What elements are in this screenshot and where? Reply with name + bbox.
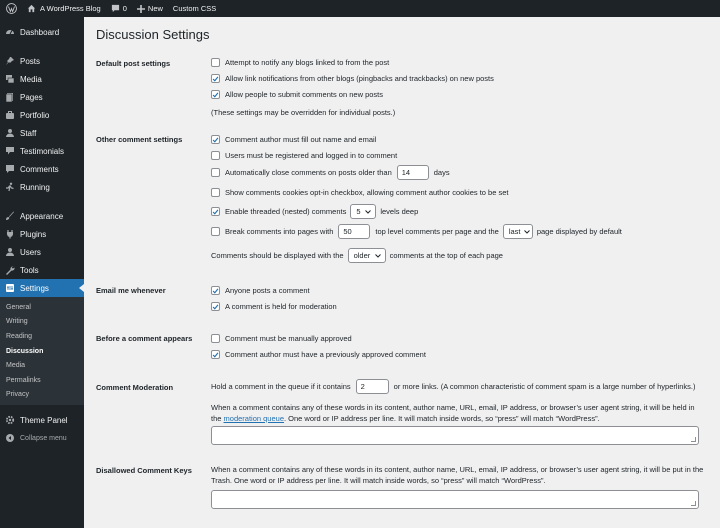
sidebar-item-label: Theme Panel	[20, 415, 68, 425]
sidebar-item-running[interactable]	[0, 178, 84, 196]
comment-count: 0	[122, 4, 127, 13]
comments-link[interactable]	[106, 0, 132, 17]
sidebar-item-users[interactable]	[0, 243, 84, 261]
comment-bubble-icon	[111, 4, 120, 13]
checkbox-checked[interactable]	[211, 90, 220, 99]
moderation-link-threshold	[211, 379, 695, 394]
option-label: Allow people to submit comments on new posts	[225, 90, 383, 99]
moderation-description	[211, 403, 707, 424]
option-auto-close[interactable]	[211, 165, 450, 180]
running-icon	[5, 182, 15, 192]
other-comment-settings-label: Other comment settings	[96, 135, 183, 144]
sidebar-item-posts[interactable]	[0, 52, 84, 70]
option-label: Attempt to notify any blogs linked to from the post	[225, 58, 390, 67]
option-notify-blogs[interactable]	[211, 58, 389, 67]
checkbox-unchecked[interactable]	[211, 58, 220, 67]
select-value: 5	[356, 207, 361, 216]
plus-icon	[137, 5, 145, 13]
chevron-down-icon	[371, 254, 381, 258]
sidebar-item-label: Plugins	[20, 229, 47, 239]
collapse-arrow-icon	[5, 433, 15, 443]
site-name-text: A WordPress Blog	[40, 4, 101, 13]
moderation-desc-text: When a comment contains any of these words in its content, author name, URL, email, IP address, or browser’s user agent string, it will be held in the	[211, 403, 695, 423]
sidebar-item-staff[interactable]	[0, 124, 84, 142]
page-icon	[5, 92, 15, 102]
sidebar-item-label: Tools	[20, 265, 39, 275]
sidebar-item-label: Pages	[20, 92, 43, 102]
hold-label-suffix: or more links. (A common characteristic of comment spam is a large number of hyperlinks.)	[393, 382, 696, 391]
option-allow-pingbacks[interactable]	[211, 74, 494, 83]
option-threaded-comments[interactable]	[211, 204, 418, 219]
pin-icon	[5, 56, 15, 66]
sidebar-item-label: Running	[20, 182, 50, 192]
option-label-suffix: days	[433, 168, 450, 177]
users-icon	[5, 247, 15, 257]
option-label: Automatically close comments on posts older than	[225, 168, 392, 177]
option-cookies-opt-in[interactable]	[211, 188, 508, 197]
sidebar-item-theme-panel[interactable]	[0, 411, 84, 429]
wrench-icon	[5, 265, 15, 275]
option-label: Users must be registered and logged in to comment	[225, 151, 398, 160]
sidebar-item-label: Comments	[20, 164, 59, 174]
comment-order-select[interactable]	[348, 248, 386, 263]
submenu-item-permalinks[interactable]: Permalinks	[6, 376, 41, 384]
option-label: A comment is held for moderation	[225, 302, 337, 311]
sidebar-item-testimonials[interactable]	[0, 142, 84, 160]
thread-depth-select[interactable]	[350, 204, 376, 219]
option-label-suffix: levels deep	[380, 207, 419, 216]
sidebar-item-appearance[interactable]	[0, 207, 84, 225]
disallowed-description: When a comment contains any of these words in its content, author name, URL, email, IP address, or browser’s user agent string, it will be put in the Trash. One word or IP address per line. It will match inside words, so “press” will match “WordPress”.	[211, 465, 704, 485]
option-email-anyone-posts[interactable]	[211, 286, 310, 295]
settings-icon	[5, 283, 15, 293]
submenu-item-media[interactable]: Media	[6, 362, 26, 370]
sidebar-item-label: Appearance	[20, 211, 64, 221]
option-email-held-moderation[interactable]	[211, 302, 337, 311]
link-threshold-input[interactable]: 2	[356, 379, 389, 394]
custom-css-label: Custom CSS	[172, 4, 217, 13]
custom-css-link[interactable]	[168, 0, 221, 17]
option-label: Anyone posts a comment	[225, 286, 310, 295]
media-icon	[5, 74, 15, 84]
default-post-settings-label: Default post settings	[96, 59, 171, 68]
option-label-suffix: page displayed by default	[536, 227, 622, 236]
sidebar-item-label: Portfolio	[20, 110, 50, 120]
brush-icon	[5, 211, 15, 221]
admin-sidebar	[0, 17, 84, 528]
checkbox-unchecked[interactable]	[211, 168, 220, 177]
option-label: Show comments cookies opt-in checkbox, allowing comment author cookies to be set	[225, 188, 509, 197]
sidebar-item-comments[interactable]	[0, 160, 84, 178]
home-icon	[27, 4, 36, 13]
sidebar-item-media[interactable]	[0, 70, 84, 88]
option-require-registration[interactable]	[211, 151, 397, 160]
option-label: Comments should be displayed with the	[211, 251, 344, 260]
select-value: older	[353, 251, 371, 260]
sidebar-item-label: Users	[20, 247, 41, 257]
page-title: Discussion Settings	[96, 27, 210, 42]
checkbox-checked[interactable]	[211, 350, 220, 359]
hold-label: Hold a comment in the queue if it contains	[211, 382, 351, 391]
site-name-link[interactable]	[22, 0, 106, 17]
disallowed-keys-textarea[interactable]	[211, 490, 699, 509]
new-content-link[interactable]	[132, 0, 168, 17]
staff-icon	[5, 128, 15, 138]
checkbox-checked[interactable]	[211, 74, 220, 83]
sidebar-item-label: Posts	[20, 56, 41, 66]
option-label: Allow link notifications from other blogs (pingbacks and trackbacks) on new posts	[225, 74, 494, 83]
checkbox-unchecked[interactable]	[211, 334, 220, 343]
disallowed-keys-label: Disallowed Comment Keys	[96, 466, 192, 475]
checkbox-checked[interactable]	[211, 302, 220, 311]
option-label: Comment author must fill out name and email	[225, 135, 377, 144]
submenu-item-reading[interactable]: Reading	[6, 332, 33, 340]
checkbox-unchecked[interactable]	[211, 227, 220, 236]
moderation-desc-suffix: . One word or IP address per line. It will match inside words, so “press” will match “WordPress”.	[284, 413, 600, 423]
checkbox-unchecked[interactable]	[211, 151, 220, 160]
comments-per-page-input[interactable]: 50	[338, 224, 370, 239]
checkbox-unchecked[interactable]	[211, 188, 220, 197]
sidebar-item-portfolio[interactable]	[0, 106, 84, 124]
sidebar-item-pages[interactable]	[0, 88, 84, 106]
option-label-middle: top level comments per page and the	[375, 227, 499, 236]
sidebar-item-dashboard[interactable]	[0, 23, 84, 41]
chevron-down-icon	[520, 230, 530, 234]
dashboard-icon	[5, 27, 15, 37]
close-days-input[interactable]: 14	[397, 165, 429, 180]
email-me-whenever-label: Email me whenever	[96, 286, 166, 295]
sidebar-item-plugins[interactable]	[0, 225, 84, 243]
option-label: Comment author must have a previously approved comment	[225, 350, 426, 359]
before-comment-appears-label: Before a comment appears	[96, 334, 193, 343]
wordpress-logo-icon[interactable]	[0, 0, 22, 17]
checkbox-checked[interactable]	[211, 135, 220, 144]
comments-icon	[5, 164, 15, 174]
option-label: Break comments into pages with	[225, 227, 334, 236]
option-manual-approval[interactable]	[211, 334, 352, 343]
sidebar-item-label: Staff	[20, 128, 37, 138]
option-allow-comments[interactable]	[211, 90, 383, 99]
collapse-menu-button[interactable]	[0, 429, 84, 447]
testimonials-icon	[5, 146, 15, 156]
option-comment-order	[211, 248, 503, 263]
moderation-queue-link[interactable]: moderation queue	[223, 413, 284, 423]
comment-moderation-label: Comment Moderation	[96, 383, 174, 392]
submenu-item-writing[interactable]: Writing	[6, 318, 28, 326]
submenu-item-privacy[interactable]: Privacy	[6, 391, 29, 399]
submenu-item-general[interactable]: General	[6, 303, 31, 311]
sidebar-item-label: Testimonials	[20, 146, 65, 156]
moderation-keys-textarea[interactable]	[211, 426, 699, 445]
sidebar-item-tools[interactable]	[0, 261, 84, 279]
plugin-icon	[5, 229, 15, 239]
sidebar-item-label: Settings	[20, 283, 49, 293]
portfolio-icon	[5, 110, 15, 120]
select-value: last	[508, 227, 521, 236]
collapse-menu-label: Collapse menu	[20, 434, 67, 442]
override-note: (These settings may be overridden for individual posts.)	[211, 108, 396, 117]
option-label: Enable threaded (nested) comments	[225, 207, 347, 216]
sidebar-item-label: Media	[20, 74, 42, 84]
new-label: New	[147, 4, 163, 13]
option-require-name-email[interactable]	[211, 135, 376, 144]
option-label: Comment must be manually approved	[225, 334, 352, 343]
checkbox-checked[interactable]	[211, 207, 220, 216]
settings-submenu	[0, 297, 84, 405]
checkbox-checked[interactable]	[211, 286, 220, 295]
gear-icon	[5, 415, 15, 425]
main-content	[84, 17, 720, 528]
submenu-item-discussion[interactable]: Discussion	[6, 347, 44, 355]
sidebar-item-label: Dashboard	[20, 27, 60, 37]
admin-bar	[0, 0, 720, 17]
option-break-pages[interactable]	[211, 224, 622, 239]
sidebar-item-settings[interactable]	[0, 279, 84, 297]
option-previously-approved[interactable]	[211, 350, 426, 359]
default-page-select[interactable]	[503, 224, 533, 239]
chevron-down-icon	[361, 210, 371, 214]
option-label-suffix: comments at the top of each page	[389, 251, 503, 260]
